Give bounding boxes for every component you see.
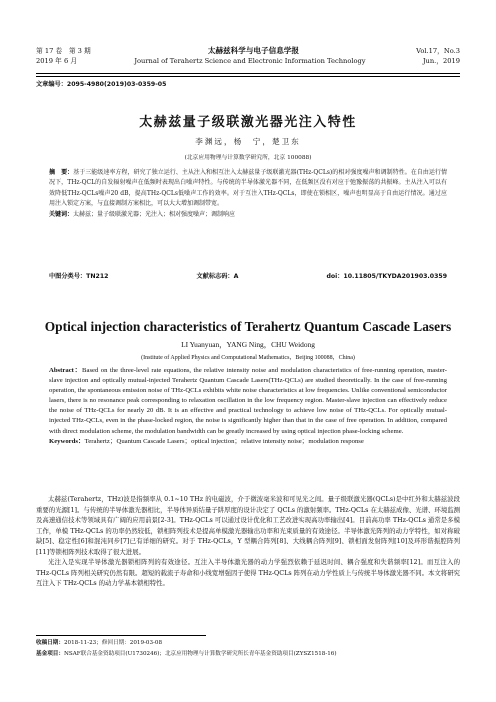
keywords-en xyxy=(49,437,447,447)
received-text: 2018-11-23；修回日期：2019-03-08 xyxy=(63,640,163,646)
abstract-text-en: Based on the three-level rate equations, the relative intensity noise and modulation characteristics of free-running operation, master-slave injection and optically mutual-injected Terahertz Quantum Cascade Lasers(THz-QCLs) are studied theoretically. In the case of free-running operation, the spontaneous emission noise of THz-QCLs exhibits white noise characteristics at low frequencies. Unlike conventional semiconductor lasers, there is no resonance peak corresponding to relaxation oscillation in the low frequency region. Master-slave injection can effectively reduce the noise of THz-QCLs for nearly 20 dB. It is an effective and practical technology to achieve low noise of THz-QCLs. For optically mutual-injected THz-QCLs, even in the phase-locked region, the noise is significantly higher than that in the case of free operation. In addition, compared with direct modulation scheme, the modulation bandwidth can be greatly increased by using optical injection phase-locking scheme. xyxy=(49,367,447,435)
header-row-1 xyxy=(36,46,460,56)
header-rule-thin xyxy=(36,76,460,77)
keywords-label-en: Keywords： xyxy=(49,437,85,445)
date-en: Jun.，2019 xyxy=(422,57,460,65)
title-en: Optical injection characteristics of Terahertz Quantum Cascade Lasers xyxy=(44,319,452,334)
classification-row xyxy=(49,271,447,280)
abstract-label-cn: 摘 要： xyxy=(49,169,74,176)
body-paragraph-1: 太赫兹(Terahertz，THz)波是指频率从 0.1~10 THz 的电磁波，介于微波毫米波和可见光之间。量子级联激光器(QCLs)是中红外和太赫兹波段重要的光源[1]。与传统的半导体激光器相比，半导体异质结量子阱厚度的设计决定了 QCLs 的激射频率。THz-QCLs 在太赫兹成像、光谱、环境监测及高速通信技术等领域具有广阔的应用前景[2-3]。THz-QCLs 可以通过设计优化和工艺改进实现高功率输出[4]。目前高功率 THz-QCLs 通常是多模工作，单模 THz-QCLs 的功率仍然较低，锁相阵列技术是提高单模激光器输出功率和光束质量的有效途径。半导体激光阵列的动力学特性，如对称破缺[5]、稳定性[6]和混沌同步[7]已有详细的研究。对于 THz-QCLs，Y 型耦合阵列[8]、大线耦合阵列[9]、锁相面发射阵列[10]及环形谐振腔阵列[11]等锁相阵列技术取得了很大进展。 xyxy=(36,495,460,556)
authors-en: LI Yuanyuan，YANG Ning，CHU Weidong xyxy=(181,340,315,349)
keywords-text-cn: 太赫兹；量子级联激光器；光注入；相对强度噪声；调制响应 xyxy=(73,210,236,218)
abstract-cn-body xyxy=(49,168,447,210)
body-paragraph-2: 光注入是实现半导体激光器锁相阵列的有效途径。互注入半导体激光器的动力学强烈依赖于延迟时间、耦合强度和失谐频率[12]。而互注入的 THz-QCLs 阵列相关研究仍然有限。超短的载流子寿命和小线宽增强因子使得 THz-QCLs 阵列在动力学性质上与传统半导体激光器不同。本文将研究互注入下 THz-QCLs 的动力学基本锁相特性。 xyxy=(36,558,460,587)
fund-label: 基金项目： xyxy=(36,650,64,657)
header-rule-thick xyxy=(36,73,460,74)
fund-line xyxy=(36,649,460,660)
journal-name-cn: 太赫兹科学与电子信息学报 xyxy=(207,46,299,55)
affiliation-cn: (北京应用物理与计算数学研究所，北京 100088) xyxy=(184,155,312,161)
abstract-label-en: Abstract： xyxy=(49,367,83,374)
footnote-rule xyxy=(36,635,206,636)
body-text xyxy=(36,494,460,589)
volume-issue-en: Vol.17，No.3 xyxy=(416,47,460,55)
abstract-en-body xyxy=(49,366,447,437)
journal-header xyxy=(36,46,460,66)
volume-issue-cn: 第 17 卷 第 3 期 xyxy=(36,47,91,55)
fund-text: NSAF联合基金资助项目(U1730246)；北京应用物理与计算数学研究所长青年基金资助项目(ZYSZ1518-16) xyxy=(63,650,337,657)
keywords-cn xyxy=(49,210,447,220)
authors-cn: 李渊远，杨 宁，楚卫东 xyxy=(195,137,301,146)
doi: doi：10.11805/TKYDA201903.0359 xyxy=(326,273,447,280)
date-cn: 2019 年 6 月 xyxy=(36,57,78,65)
received-date-line xyxy=(36,638,460,649)
affiliation-en: (Institute of Applied Physics and Computational Mathematics，Beijing 100088，China) xyxy=(141,355,355,361)
keywords-label-cn: 关键词： xyxy=(49,210,74,218)
document-code: 文献标志码：A xyxy=(196,273,239,280)
title-cn: 太赫兹量子级联激光器光注入特性 xyxy=(139,115,357,130)
clc-number: 中图分类号：TN212 xyxy=(49,273,109,280)
keywords-text-en: Terahertz；Quantum Cascade Lasers；optical injection；relative intensity noise；modulation response xyxy=(84,437,364,445)
article-number: 文章编号：2095-4980(2019)03-0359-05 xyxy=(36,81,167,88)
received-label: 收稿日期： xyxy=(36,640,64,646)
abstract-en xyxy=(49,366,447,447)
header-row-2 xyxy=(36,56,460,66)
journal-name-en: Journal of Terahertz Science and Electronic Information Technology xyxy=(134,57,366,65)
abstract-cn xyxy=(49,168,447,220)
abstract-text-cn: 基于三能级速率方程，研究了独立运行、主从注入和相互注入太赫兹量子级联激光器(THz-QCLs)的相对强度噪声和调制特性。在自由运行情况下，THz-QCL的自发辐射噪声在低频时表现出白噪声特性。与传统的半导体激光器不同，在低频区没有对应于弛豫振荡的共振峰。主从注入可以有效降低THz-QCLs噪声20 dB，提高THz-QCLs低噪声工作的效率。对于互注入THz-QCLs，即使在锁相区，噪声也明显高于自由运行情况。通过应用注入锁定方案，与直接调制方案相比，可以大大增加调制带宽。 xyxy=(49,169,447,208)
footnotes xyxy=(36,638,460,659)
